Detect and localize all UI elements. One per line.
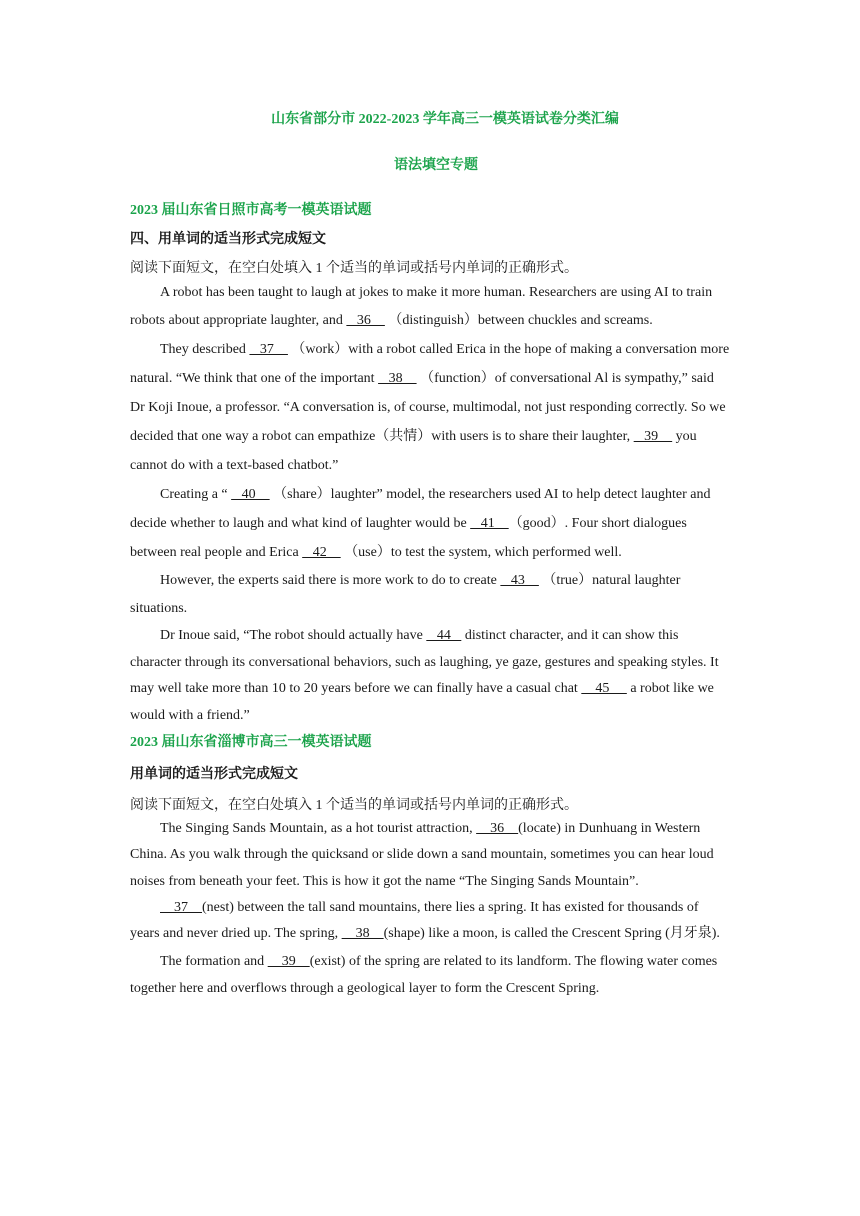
blank-38: 38 [378, 371, 417, 386]
document-title: 山东省部分市 2022-2023 学年高三一模英语试卷分类汇编 [271, 112, 619, 127]
blank-37: 37 [160, 899, 202, 915]
paragraph-text: （share）laughter” model, the researchers used AI to help detect laughter and decide whether to laugh and what kind of laughter would be [130, 487, 711, 531]
section2-heading: 2023 届山东省淄博市高三一模英语试题 [130, 735, 372, 750]
paragraph-text: (nest) between the tall sand mountains, there lies a spring. It has existed for thousands of years and never dried up. The spring, [130, 899, 699, 942]
section2-instruction: 阅读下面短文，在空白处填入 1 个适当的单词或括号内单词的正确形式。 [130, 798, 578, 813]
section1-paragraph-2 [130, 335, 730, 480]
document-page [130, 108, 730, 1002]
blank-40: 40 [231, 487, 270, 502]
blank-43: 43 [500, 573, 539, 588]
paragraph-text: Dr Inoue said, “The robot should actually have [160, 628, 427, 643]
section1-heading: 2023 届山东省日照市高考一模英语试题 [130, 203, 372, 218]
blank-44: 44 [426, 628, 462, 643]
blank-45: 45 [581, 681, 627, 696]
paragraph-text: They described [160, 342, 250, 357]
paragraph-text: Creating a “ [160, 487, 232, 502]
document-subtitle: 语法填空专题 [394, 158, 478, 173]
section1-paragraph-4 [130, 567, 730, 623]
paragraph-text: （work）with a robot called Erica in the hope of making a conversation more natural. “We think that one of the important [130, 342, 730, 386]
paragraph-text: （good）. Four short dialogues between real people and Erica [130, 516, 687, 560]
paragraph-text: （use）to test the system, which performed well. [340, 545, 622, 560]
paragraph-text: （true）natural laughter situations. [130, 573, 681, 616]
paragraph-text: The formation and [160, 954, 268, 970]
paragraph-text: （function）of conversational Al is sympathy,” said Dr Koji Inoue, a professor. “A conversation is, of course, multimodal, not just responding correctly. So we decided that one way a robot can empathize（共情）with users is to share their laughter, [130, 371, 726, 444]
section2-part-title: 用单词的适当形式完成短文 [130, 767, 298, 782]
blank-39: 39 [633, 429, 673, 444]
paragraph-text: The Singing Sands Mountain, as a hot tourist attraction, [160, 821, 477, 836]
blank-38: 38 [341, 926, 384, 942]
section1-paragraph-5 [130, 623, 730, 729]
blank-41: 41 [470, 516, 509, 531]
section2-paragraph-3 [130, 949, 730, 1002]
section2-paragraph-1 [130, 816, 730, 895]
paragraph-text: A robot has been taught to laugh at jokes to make it more human. Researchers are using AI to train robots about appropriate laughter, and [130, 285, 713, 328]
paragraph-text: distinct character, and it can show this character through its conversational behaviors, such as laughing, ye gaze, gestures and speaking styles. It may well take more than 10 to 20 years before we can finally have a casual chat [130, 628, 719, 696]
blank-37: 37 [249, 342, 288, 357]
section1-instruction: 阅读下面短文，在空白处填入 1 个适当的单词或括号内单词的正确形式。 [130, 261, 578, 276]
paragraph-text: a robot like we would with a friend.” [130, 681, 714, 723]
paragraph-text: (exist) of the spring are related to its landform. The flowing water comes together here and overflows through a geological layer to form the Crescent Spring. [130, 954, 718, 996]
blank-42: 42 [302, 545, 341, 560]
paragraph-text: you cannot do with a text-based chatbot.” [130, 429, 697, 473]
paragraph-text: However, the experts said there is more work to do to create [160, 573, 501, 588]
paragraph-text: (shape) like a moon, is called the Crescent Spring (月牙泉). [383, 926, 720, 942]
paragraph-text: (locate) in Dunhuang in Western China. As you walk through the quicksand or slide down a sand mountain, sometimes you can hear loud noises from beneath your feet. This is how it got the name “The Singing Sands Mountain”. [130, 821, 714, 889]
section1-paragraph-3 [130, 480, 730, 567]
paragraph-text: （distinguish）between chuckles and screams. [384, 313, 653, 328]
section2-paragraph-2 [130, 895, 730, 948]
section1-paragraph-1 [130, 279, 730, 335]
blank-39: 39 [267, 954, 310, 970]
section1-part-title: 四、用单词的适当形式完成短文 [130, 232, 326, 247]
blank-36: 36 [476, 821, 519, 836]
blank-36: 36 [346, 313, 385, 328]
